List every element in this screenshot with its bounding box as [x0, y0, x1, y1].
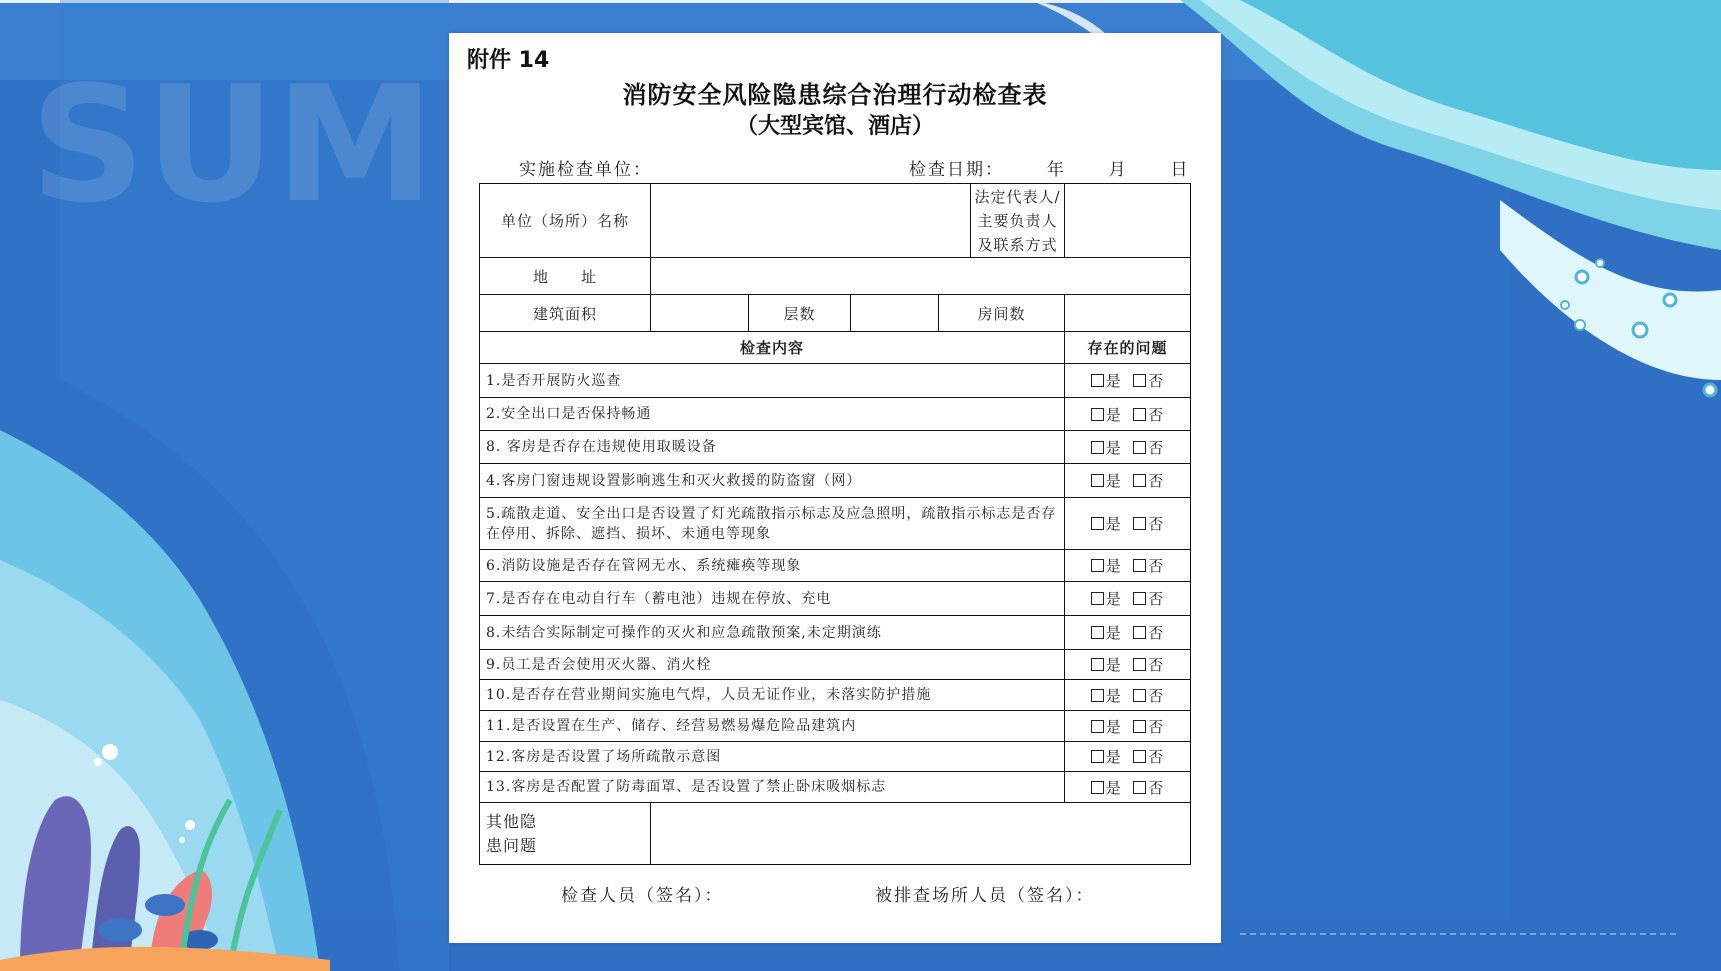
table-row	[480, 680, 1191, 711]
table-row	[480, 650, 1191, 680]
checkbox-icon	[1133, 474, 1146, 487]
checkbox-icon	[1091, 720, 1104, 733]
yes-checkbox[interactable]	[1091, 406, 1122, 424]
inspection-form-page	[449, 33, 1221, 943]
checkbox-icon	[1133, 689, 1146, 702]
no-label: 否	[1148, 717, 1165, 736]
checkbox-icon	[1091, 517, 1104, 530]
checkbox-icon	[1133, 720, 1146, 733]
yes-checkbox[interactable]	[1091, 779, 1122, 797]
no-label: 否	[1148, 515, 1165, 533]
date-year: 年	[1046, 160, 1066, 180]
yes-checkbox[interactable]	[1091, 748, 1122, 766]
checkbox-icon	[1091, 689, 1104, 702]
yes-checkbox[interactable]	[1091, 372, 1122, 390]
yes-label: 是	[1105, 405, 1122, 424]
floors-label: 层数	[749, 295, 851, 332]
inspection-unit-label: 实施检查单位：	[519, 160, 652, 180]
checkbox-icon	[1091, 750, 1104, 763]
area-value[interactable]	[651, 295, 749, 332]
no-checkbox[interactable]	[1133, 656, 1164, 674]
table-row	[480, 742, 1191, 772]
date-day: 日	[1170, 160, 1190, 180]
yes-checkbox[interactable]	[1091, 439, 1122, 457]
item-rows	[480, 364, 1191, 803]
checkbox-icon	[1091, 559, 1104, 572]
date-month: 月	[1108, 160, 1128, 180]
no-label: 否	[1148, 472, 1165, 490]
table-row	[480, 616, 1191, 650]
rooms-label: 房间数	[939, 295, 1065, 332]
yes-no-options	[1065, 364, 1191, 398]
checkbox-icon	[1091, 626, 1104, 639]
floors-value[interactable]	[851, 295, 939, 332]
yes-label: 是	[1105, 778, 1122, 797]
no-label: 否	[1148, 372, 1165, 390]
table-row	[480, 582, 1191, 616]
table-row	[480, 398, 1191, 431]
inspection-item-text: 12.客房是否设置了场所疏散示意图	[480, 742, 1065, 772]
checkbox-icon	[1091, 474, 1104, 487]
table-row	[480, 431, 1191, 464]
yes-label: 是	[1105, 686, 1122, 705]
no-checkbox[interactable]	[1133, 406, 1164, 424]
yes-no-options	[1065, 431, 1191, 464]
checkbox-icon	[1133, 374, 1146, 387]
yes-no-options	[1065, 650, 1191, 680]
inspection-date	[909, 155, 1189, 180]
checkbox-icon	[1133, 441, 1146, 454]
form-subtitle: （大型宾馆、酒店）	[735, 114, 934, 139]
yes-checkbox[interactable]	[1091, 590, 1122, 608]
yes-no-options	[1065, 711, 1191, 742]
checkbox-icon	[1133, 658, 1146, 671]
content-header: 检查内容	[480, 332, 1065, 364]
yes-no-options	[1065, 616, 1191, 650]
table-row	[480, 498, 1191, 550]
checkbox-icon	[1133, 626, 1146, 639]
no-checkbox[interactable]	[1133, 472, 1164, 490]
yes-label: 是	[1105, 624, 1122, 642]
bubble-icon	[1576, 271, 1588, 283]
inspection-item-text: 9.员工是否会使用灭火器、消火栓	[480, 650, 1065, 680]
yes-checkbox[interactable]	[1091, 687, 1122, 705]
yes-label: 是	[1105, 472, 1122, 490]
checkbox-icon	[1091, 781, 1104, 794]
yes-no-options	[1065, 772, 1191, 803]
inspected-signature-label: 被排查场所人员（签名）：	[875, 886, 1095, 906]
inspection-table	[479, 183, 1191, 865]
unit-name-label: 单位（场所）名称	[480, 184, 651, 258]
checkbox-icon	[1133, 517, 1146, 530]
other-issues-value[interactable]	[651, 803, 1191, 865]
no-checkbox[interactable]	[1133, 439, 1164, 457]
address-value[interactable]	[651, 258, 1191, 295]
table-row	[480, 772, 1191, 803]
area-label: 建筑面积	[480, 295, 651, 332]
checkbox-icon	[1091, 408, 1104, 421]
date-label: 检查日期：	[909, 160, 1004, 180]
checkbox-icon	[1091, 374, 1104, 387]
yes-checkbox[interactable]	[1091, 624, 1122, 642]
checkbox-icon	[1133, 592, 1146, 605]
inspection-item-text: 5.疏散走道、安全出口是否设置了灯光疏散指示标志及应急照明，疏散指示标志是否存在停用、拆除、遮挡、损坏、未通电等现象	[480, 498, 1065, 550]
address-label: 地 址	[480, 258, 651, 295]
table-row	[480, 364, 1191, 398]
inspection-item-text: 8. 客房是否存在违规使用取暖设备	[480, 431, 1065, 464]
checkbox-icon	[1133, 750, 1146, 763]
inspection-item-text: 4.客房门窗违规设置影响逃生和灭火救援的防盗窗（网）	[480, 464, 1065, 498]
no-checkbox[interactable]	[1133, 779, 1164, 797]
no-label: 否	[1148, 438, 1165, 457]
no-checkbox[interactable]	[1133, 590, 1164, 608]
no-checkbox[interactable]	[1133, 624, 1164, 642]
yes-no-options	[1065, 742, 1191, 772]
no-label: 否	[1148, 748, 1165, 766]
table-row	[480, 711, 1191, 742]
yes-label: 是	[1105, 656, 1122, 674]
yes-no-options	[1065, 550, 1191, 582]
checkbox-icon	[1133, 559, 1146, 572]
inspection-item-text: 2.安全出口是否保持畅通	[480, 398, 1065, 431]
checkbox-icon	[1091, 441, 1104, 454]
yes-checkbox[interactable]	[1091, 718, 1122, 736]
yes-checkbox[interactable]	[1091, 515, 1122, 533]
inspection-item-text: 6.消防设施是否存在管网无水、系统瘫痪等现象	[480, 550, 1065, 582]
inspector-signature-label: 检查人员（签名）：	[561, 886, 724, 906]
yes-label: 是	[1105, 515, 1122, 533]
other-issues-label: 其他隐患问题	[480, 803, 651, 865]
inspection-item-text: 1.是否开展防火巡查	[480, 364, 1065, 398]
inspection-item-text: 7.是否存在电动自行车（蓄电池）违规在停放、充电	[480, 582, 1065, 616]
attachment-tag: 附件 14	[467, 48, 550, 73]
yes-label: 是	[1105, 748, 1122, 766]
no-checkbox[interactable]	[1133, 372, 1164, 390]
no-label: 否	[1148, 624, 1165, 642]
unit-name-value[interactable]	[651, 184, 971, 258]
inspection-item-text: 8.未结合实际制定可操作的灭火和应急疏散预案,未定期演练	[480, 616, 1065, 650]
checkbox-icon	[1133, 781, 1146, 794]
yes-label: 是	[1105, 717, 1122, 736]
table-row	[480, 550, 1191, 582]
yes-checkbox[interactable]	[1091, 656, 1122, 674]
yes-checkbox[interactable]	[1091, 557, 1122, 575]
yes-no-options	[1065, 582, 1191, 616]
no-checkbox[interactable]	[1133, 557, 1164, 575]
yes-label: 是	[1105, 372, 1122, 390]
checkbox-icon	[1133, 408, 1146, 421]
no-checkbox[interactable]	[1133, 718, 1164, 736]
yes-checkbox[interactable]	[1091, 472, 1122, 490]
no-checkbox[interactable]	[1133, 748, 1164, 766]
yes-label: 是	[1105, 557, 1122, 575]
no-checkbox[interactable]	[1133, 687, 1164, 705]
inspection-item-text: 10.是否存在营业期间实施电气焊，人员无证作业，未落实防护措施	[480, 680, 1065, 711]
inspection-item-text: 11.是否设置在生产、储存、经营易燃易爆危险品建筑内	[480, 711, 1065, 742]
yes-no-options	[1065, 464, 1191, 498]
no-checkbox[interactable]	[1133, 515, 1164, 533]
representative-label: 法定代表人/主要负责人及联系方式	[971, 184, 1065, 258]
rooms-value[interactable]	[1065, 295, 1191, 332]
inspection-item-text: 13.客房是否配置了防毒面罩、是否设置了禁止卧床吸烟标志	[480, 772, 1065, 803]
checkbox-icon	[1091, 658, 1104, 671]
no-label: 否	[1148, 590, 1165, 608]
table-row	[480, 464, 1191, 498]
checkbox-icon	[1091, 592, 1104, 605]
yes-no-options	[1065, 498, 1191, 550]
no-label: 否	[1148, 656, 1165, 674]
yes-no-options	[1065, 680, 1191, 711]
no-label: 否	[1148, 778, 1165, 797]
yes-no-options	[1065, 398, 1191, 431]
no-label: 否	[1148, 405, 1165, 424]
form-title: 消防安全风险隐患综合治理行动检查表	[622, 81, 1048, 109]
yes-label: 是	[1105, 590, 1122, 608]
no-label: 否	[1148, 557, 1165, 575]
watermark-text: SUM	[30, 51, 435, 238]
representative-value[interactable]	[1065, 184, 1191, 258]
no-label: 否	[1148, 686, 1165, 705]
issue-header: 存在的问题	[1065, 332, 1191, 364]
yes-label: 是	[1105, 438, 1122, 457]
